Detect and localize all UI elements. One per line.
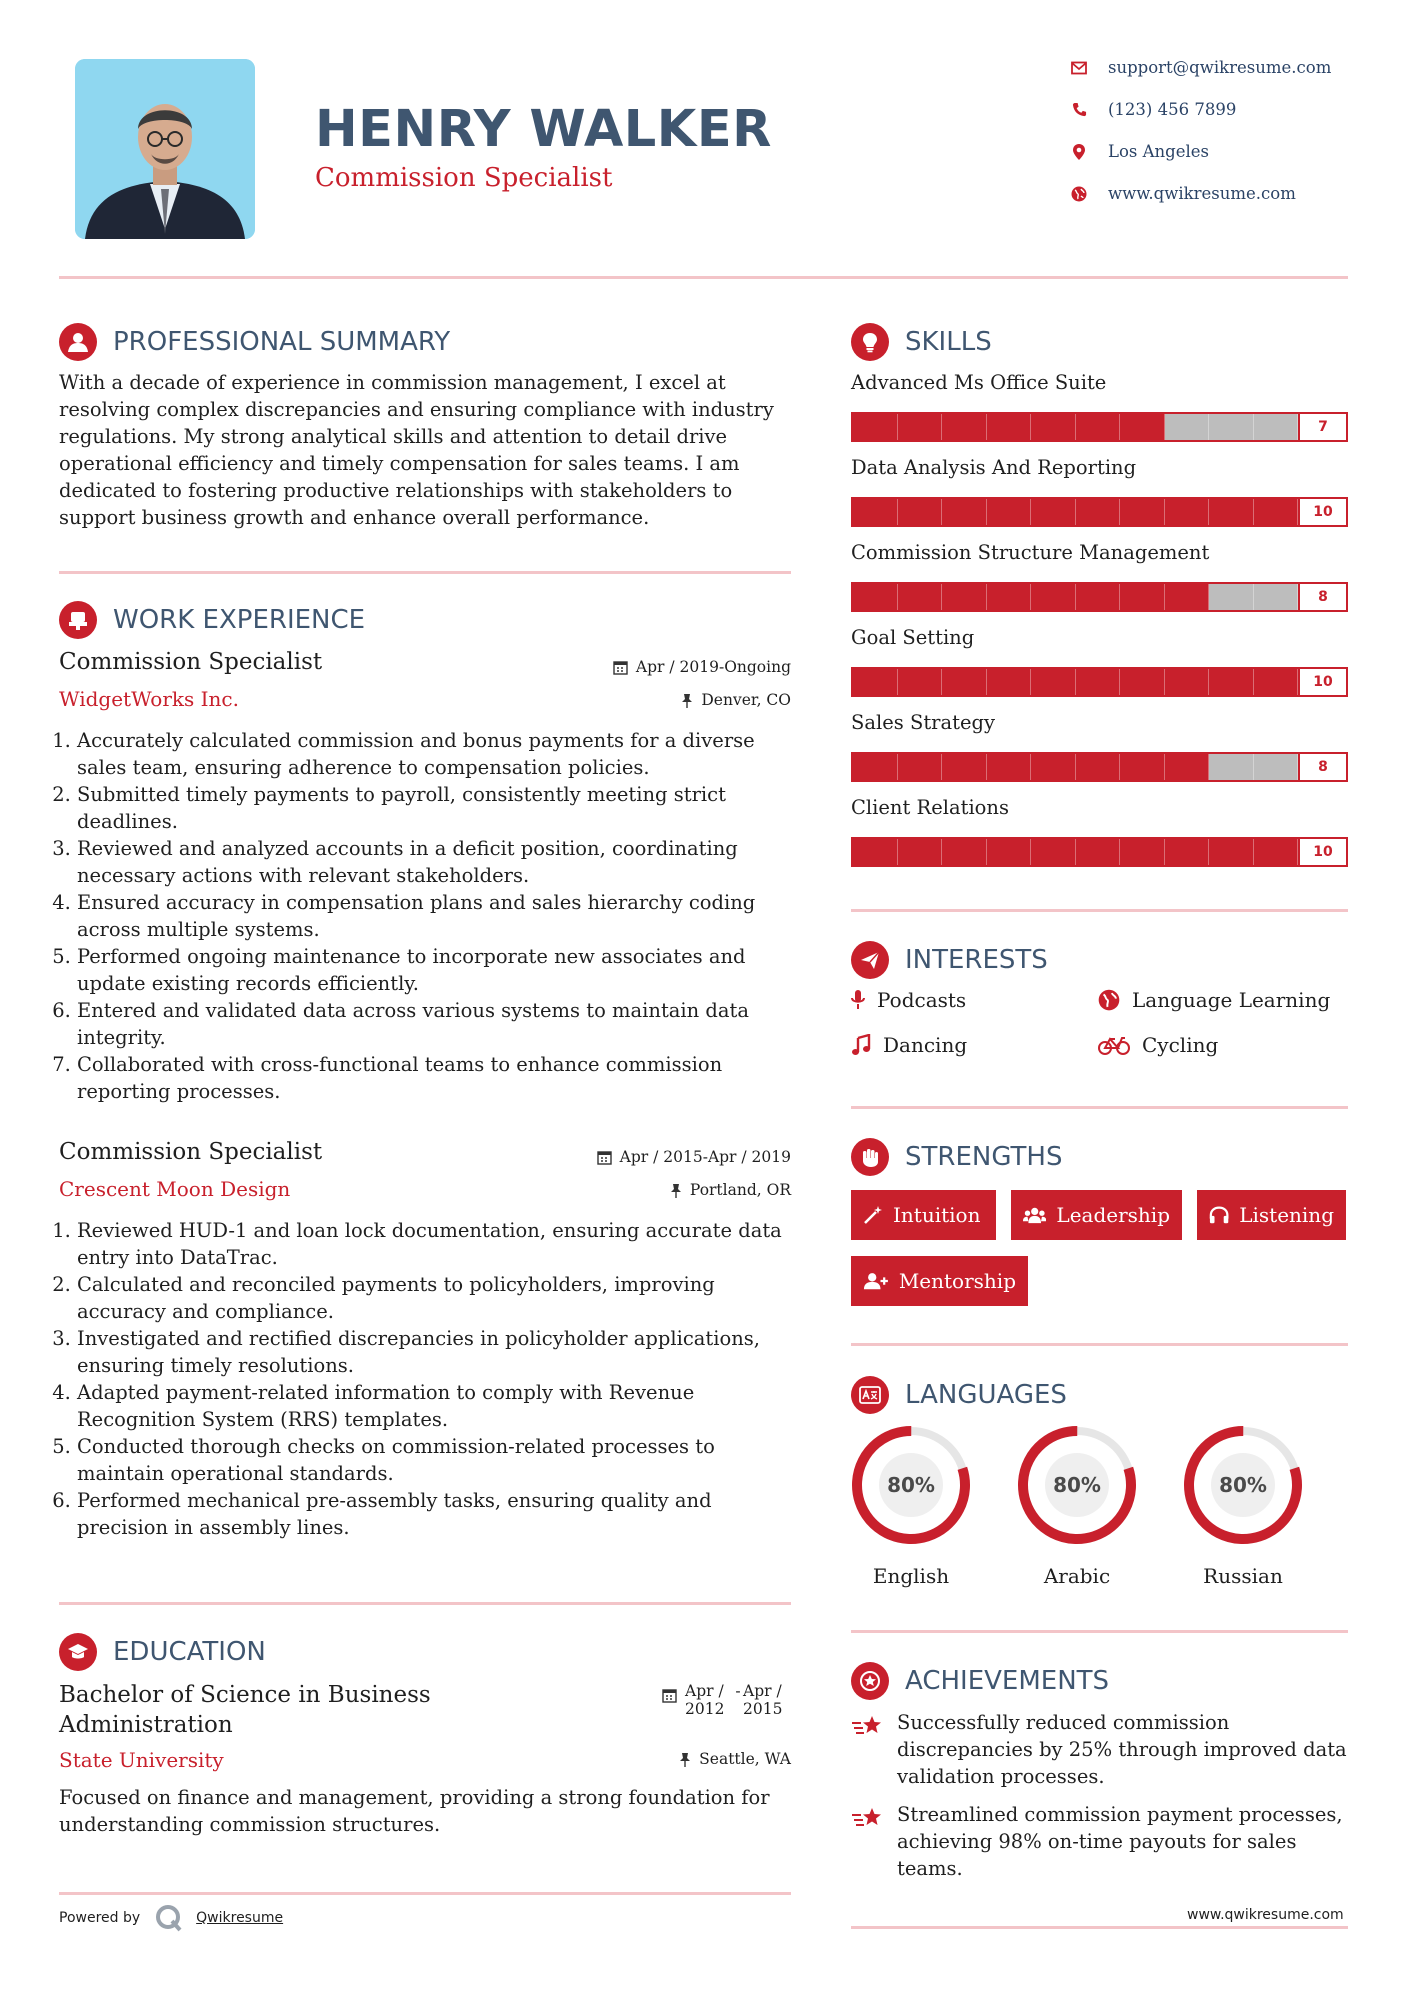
education-location-text: Seattle, WA	[699, 1750, 791, 1768]
education-date-end: Apr / 2015	[743, 1682, 783, 1718]
job-location	[500, 691, 791, 709]
candidate-name: HENRY WALKER	[315, 100, 772, 159]
skill-bar-segment	[1076, 669, 1121, 695]
headphones-icon	[1209, 1205, 1229, 1225]
education-dates	[600, 1682, 791, 1718]
skill-value: 10	[1298, 839, 1346, 865]
job-location-text: Denver, CO	[701, 691, 791, 709]
skill-bar-segment	[1120, 754, 1165, 780]
skill-bar-segment	[853, 414, 898, 440]
skill-bar-segment	[853, 754, 898, 780]
skill-bar-segment	[898, 499, 943, 525]
footer-divider	[851, 1926, 1348, 1929]
skill-bar	[851, 412, 1348, 442]
section-languages	[851, 1376, 1067, 1414]
education-location	[600, 1750, 791, 1768]
language-name: Arabic	[1043, 1564, 1111, 1588]
section-work-experience	[59, 601, 365, 639]
skill-bar-segment	[1209, 499, 1254, 525]
section-divider	[851, 909, 1348, 912]
skill-bar-segment	[1254, 754, 1299, 780]
skill-name: Commission Structure Management	[851, 541, 1210, 564]
language-item	[1012, 1424, 1142, 1588]
strength-label: Leadership	[1056, 1203, 1170, 1227]
shooting-star-icon	[851, 1713, 885, 1739]
education-date-start: Apr / 2012	[685, 1682, 725, 1718]
interest-item	[851, 1033, 967, 1057]
skill-bar-segment	[1254, 499, 1299, 525]
section-divider	[851, 1106, 1348, 1109]
skill-bar-segment	[898, 839, 943, 865]
skill-bar-segment	[1031, 839, 1076, 865]
qwikresume-logo-icon	[154, 1903, 184, 1933]
envelope-icon	[1070, 59, 1088, 77]
skill-bar-segment	[1254, 669, 1299, 695]
skill-bar-segment	[853, 839, 898, 865]
skill-bar-segment	[1165, 499, 1210, 525]
skill-bar-segment	[853, 499, 898, 525]
language-name: Russian	[1203, 1564, 1283, 1588]
shooting-star-icon	[851, 1805, 885, 1831]
skill-item	[851, 541, 1348, 626]
job-location	[500, 1181, 791, 1199]
skill-bar-segment	[1165, 754, 1210, 780]
magic-wand-icon	[863, 1205, 883, 1225]
job-dates	[500, 1148, 791, 1166]
job-responsibilities	[59, 1217, 789, 1541]
section-professional-summary	[59, 323, 450, 361]
achievement-text: Streamlined commission payment processes, achieving 98% on-time payouts for sales teams.	[897, 1803, 1343, 1880]
skill-item	[851, 796, 1348, 881]
skill-bar-segment	[1209, 754, 1254, 780]
skill-value: 7	[1298, 414, 1346, 440]
job-title: Commission Specialist	[59, 649, 323, 675]
music-note-icon	[851, 1034, 871, 1056]
skill-bar-segment	[1165, 584, 1210, 610]
lightbulb-icon	[851, 323, 889, 361]
footer-url[interactable]: www.qwikresume.com	[1187, 1907, 1344, 1923]
section-title: LANGUAGES	[905, 1380, 1067, 1410]
skill-bar-segment	[987, 754, 1032, 780]
skill-bar	[851, 837, 1348, 867]
list-item: 1. Accurately calculated commission and bonus payments for a diverse sales team, ensuring adherence to compensation policies.	[77, 727, 779, 781]
phone-icon	[1070, 101, 1088, 119]
skill-item	[851, 626, 1348, 711]
section-skills	[851, 323, 992, 361]
skill-bar-segment	[942, 499, 987, 525]
section-divider	[59, 571, 791, 574]
user-plus-icon	[863, 1271, 889, 1291]
section-strengths	[851, 1138, 1063, 1176]
skill-bar-segment	[1031, 584, 1076, 610]
list-item: 1. Reviewed HUD-1 and loan lock documentation, ensuring accurate data entry into DataTrac.	[77, 1217, 789, 1271]
globe-icon	[1098, 989, 1120, 1011]
interest-label: Podcasts	[877, 988, 967, 1012]
contact-phone-text: (123) 456 7899	[1108, 100, 1237, 119]
skill-bar-segment	[1120, 669, 1165, 695]
skill-bar-segment	[942, 414, 987, 440]
skill-bar-segment	[987, 414, 1032, 440]
skill-bar-segment	[1031, 414, 1076, 440]
language-percent: 80%	[1219, 1473, 1267, 1497]
skill-bar-segment	[1209, 584, 1254, 610]
paper-plane-icon	[851, 941, 889, 979]
pushpin-icon	[670, 1183, 682, 1198]
skill-bar-segment	[1254, 584, 1299, 610]
skill-bar-segment	[1209, 839, 1254, 865]
education-description: Focused on finance and management, providing a strong foundation for understanding commission structures.	[59, 1786, 770, 1836]
section-education	[59, 1633, 266, 1671]
skill-name: Goal Setting	[851, 626, 975, 649]
interest-label: Dancing	[883, 1033, 968, 1057]
section-title: INTERESTS	[905, 945, 1048, 975]
skill-bar	[851, 582, 1348, 612]
contact-location	[1070, 142, 1209, 161]
achievement-item	[851, 1801, 1348, 1882]
contact-email-text: support@qwikresume.com	[1108, 58, 1332, 77]
calendar-icon	[662, 1688, 677, 1703]
strength-chip	[851, 1190, 996, 1240]
briefcase-icon	[59, 601, 97, 639]
interest-label: Cycling	[1142, 1033, 1219, 1057]
job-dates-text: Apr / 2015-Apr / 2019	[619, 1148, 791, 1166]
skill-name: Sales Strategy	[851, 711, 995, 734]
users-icon	[1023, 1205, 1046, 1225]
skill-value: 8	[1298, 754, 1346, 780]
section-achievements	[851, 1662, 1109, 1700]
strength-chip	[851, 1256, 1028, 1306]
skill-bar-segment	[1076, 584, 1121, 610]
languages-list	[846, 1424, 1326, 1588]
pushpin-icon	[679, 1752, 691, 1767]
list-item: 7. Collaborated with cross-functional teams to enhance commission reporting processes.	[77, 1051, 779, 1105]
skill-bar-segment	[1209, 669, 1254, 695]
profile-photo	[75, 59, 255, 239]
fist-icon	[851, 1138, 889, 1176]
skill-bar-segment	[1076, 499, 1121, 525]
job-dates-text: Apr / 2019-Ongoing	[635, 658, 791, 676]
skill-bar	[851, 497, 1348, 527]
microphone-icon	[851, 989, 865, 1011]
strength-label: Intuition	[893, 1203, 981, 1227]
skill-bar-segment	[1254, 414, 1299, 440]
skill-bar-segment	[853, 669, 898, 695]
language-percent: 80%	[1053, 1473, 1101, 1497]
skill-bar-segment	[987, 839, 1032, 865]
language-icon	[851, 1376, 889, 1414]
interest-label: Language Learning	[1132, 988, 1331, 1012]
section-divider	[851, 1343, 1348, 1346]
job-responsibilities	[59, 727, 779, 1105]
skill-item	[851, 711, 1348, 796]
skill-bar-segment	[942, 669, 987, 695]
interest-item	[851, 988, 966, 1012]
list-item: 4. Adapted payment-related information to comply with Revenue Recognition System (RRS) templates.	[77, 1379, 789, 1433]
list-item: 3. Reviewed and analyzed accounts in a deficit position, coordinating necessary actions with relevant stakeholders.	[77, 835, 779, 889]
skill-name: Advanced Ms Office Suite	[851, 371, 1107, 394]
list-item: 3. Investigated and rectified discrepancies in policyholder applications, ensuring timely resolutions.	[77, 1325, 789, 1379]
job-company: WidgetWorks Inc.	[59, 687, 239, 711]
skill-bar-segment	[898, 669, 943, 695]
map-pin-icon	[1070, 143, 1088, 161]
section-divider	[851, 1630, 1348, 1633]
list-item: 5. Conducted thorough checks on commission-related processes to maintain operational standards.	[77, 1433, 789, 1487]
skill-item	[851, 371, 1348, 456]
skill-bar	[851, 667, 1348, 697]
language-name: English	[872, 1564, 950, 1588]
skill-value: 8	[1298, 584, 1346, 610]
skill-name: Client Relations	[851, 796, 1009, 819]
section-title: ACHIEVEMENTS	[905, 1666, 1110, 1696]
list-item: 4. Ensured accuracy in compensation plans and sales hierarchy coding across multiple systems.	[77, 889, 779, 943]
globe-icon	[1070, 185, 1088, 203]
calendar-icon	[613, 660, 628, 675]
skill-bar-segment	[1209, 414, 1254, 440]
skill-bar-segment	[1031, 499, 1076, 525]
strength-chip	[1197, 1190, 1346, 1240]
language-item	[1178, 1424, 1308, 1588]
section-title: EDUCATION	[113, 1637, 266, 1667]
language-percent: 80%	[887, 1473, 935, 1497]
skill-bar	[851, 752, 1348, 782]
contact-email[interactable]	[1070, 58, 1331, 77]
job-dates	[500, 658, 791, 676]
powered-by-text: Powered by	[59, 1910, 141, 1926]
section-divider	[59, 1602, 791, 1605]
star-badge-icon	[851, 1662, 889, 1700]
skill-bar-segment	[942, 754, 987, 780]
user-icon	[59, 323, 97, 361]
contact-website-text: www.qwikresume.com	[1108, 184, 1296, 203]
education-school: State University	[59, 1748, 224, 1772]
skill-item	[851, 456, 1348, 541]
contact-location-text: Los Angeles	[1108, 142, 1209, 161]
language-item	[846, 1424, 976, 1588]
skill-bar-segment	[1076, 414, 1121, 440]
section-title: SKILLS	[905, 327, 992, 357]
skill-bar-segment	[898, 584, 943, 610]
list-item: 5. Performed ongoing maintenance to incorporate new associates and update existing records efficiently.	[77, 943, 779, 997]
skill-bar-segment	[1120, 839, 1165, 865]
section-title: WORK EXPERIENCE	[113, 605, 366, 635]
skill-bar-segment	[942, 839, 987, 865]
skill-bar-segment	[1165, 839, 1210, 865]
strength-label: Mentorship	[898, 1269, 1016, 1293]
list-item: 6. Entered and validated data across various systems to maintain data integrity.	[77, 997, 779, 1051]
contact-phone[interactable]	[1070, 100, 1236, 119]
skill-value: 10	[1298, 499, 1346, 525]
interest-item	[1098, 1033, 1218, 1057]
list-item: 6. Performed mechanical pre-assembly tasks, ensuring quality and precision in assembly lines.	[77, 1487, 789, 1541]
skill-bar-segment	[1120, 414, 1165, 440]
contact-website[interactable]	[1070, 184, 1296, 203]
skill-bar-segment	[1165, 414, 1210, 440]
job-company: Crescent Moon Design	[59, 1177, 291, 1201]
job-location-text: Portland, OR	[689, 1181, 791, 1199]
skill-bar-segment	[1254, 839, 1299, 865]
skill-bar-segment	[898, 754, 943, 780]
skill-bar-segment	[1165, 669, 1210, 695]
list-item: 2. Submitted timely payments to payroll, consistently meeting strict deadlines.	[77, 781, 779, 835]
skill-bar-segment	[853, 584, 898, 610]
skill-name: Data Analysis And Reporting	[851, 456, 1137, 479]
calendar-icon	[597, 1150, 612, 1165]
strength-chip	[1011, 1190, 1182, 1240]
skill-bar-segment	[1031, 669, 1076, 695]
achievement-item	[851, 1709, 1348, 1790]
skill-bar-segment	[1076, 754, 1121, 780]
section-title: PROFESSIONAL SUMMARY	[113, 327, 451, 357]
job-title: Commission Specialist	[59, 1139, 323, 1165]
section-interests	[851, 941, 1048, 979]
section-title: STRENGTHS	[905, 1142, 1063, 1172]
skill-bar-segment	[898, 414, 943, 440]
section-divider	[59, 1892, 791, 1895]
header-divider	[59, 276, 1348, 279]
powered-by	[59, 1903, 283, 1933]
skill-bar-segment	[987, 499, 1032, 525]
summary-text: With a decade of experience in commission management, I excel at resolving complex discrepancies and ensuring compliance with industry regulations. My strong analytical skills and attention to detail drive operational efficiency and timely compensation for sales teams. I am dedicated to fostering productive relationships with stakeholders to support business growth and enhance overall performance.	[59, 371, 774, 529]
education-degree: Bachelor of Science in Business Administration	[59, 1682, 431, 1738]
bicycle-icon	[1098, 1035, 1130, 1055]
qwikresume-link[interactable]: Qwikresume	[196, 1910, 284, 1926]
skill-bar-segment	[987, 669, 1032, 695]
date-separator: -	[735, 1682, 741, 1700]
candidate-title: Commission Specialist	[315, 163, 613, 193]
skill-bar-segment	[1120, 584, 1165, 610]
graduation-cap-icon	[59, 1633, 97, 1671]
achievement-text: Successfully reduced commission discrepancies by 25% through improved data validation processes.	[897, 1711, 1347, 1788]
interest-item	[1098, 988, 1330, 1012]
skill-bar-segment	[987, 584, 1032, 610]
skills-list	[851, 371, 1348, 881]
pushpin-icon	[681, 693, 693, 708]
skill-bar-segment	[942, 584, 987, 610]
skill-value: 10	[1298, 669, 1346, 695]
skill-bar-segment	[1031, 754, 1076, 780]
strength-label: Listening	[1239, 1203, 1334, 1227]
skill-bar-segment	[1120, 499, 1165, 525]
skill-bar-segment	[1076, 839, 1121, 865]
list-item: 2. Calculated and reconciled payments to policyholders, improving accuracy and compliance.	[77, 1271, 789, 1325]
